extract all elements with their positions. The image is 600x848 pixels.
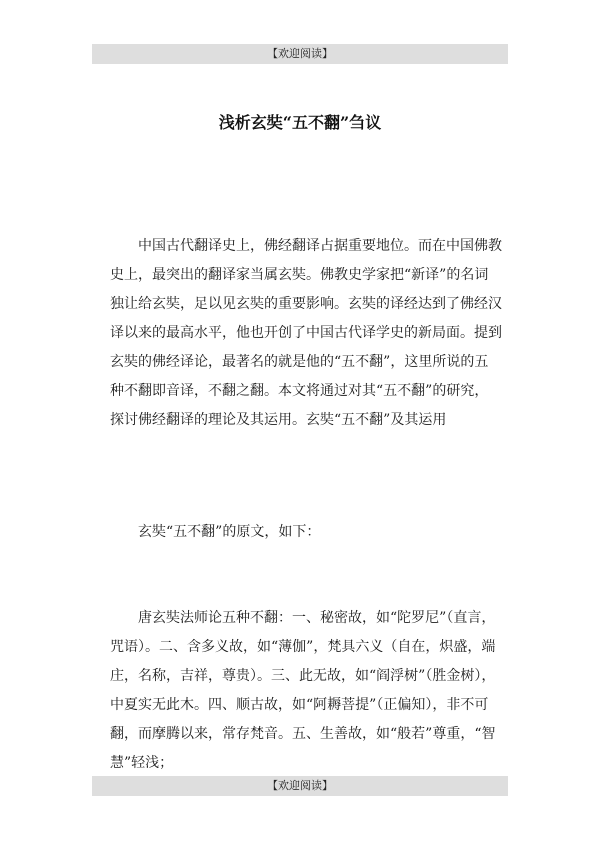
footer-banner: 【欢迎阅读】 bbox=[92, 776, 508, 796]
paragraph-introduction: 中国古代翻译史上，佛经翻译占据重要地位。而在中国佛教史上，最突出的翻译家当属玄奘。佛教史学家把“新译”的名词独让给玄奘，足以见玄奘的重要影响。玄奘的译经达到了佛经汉译以来的最高水平，他也开创了中国古代译学史的新局面。提到玄奘的佛经译论，最著名的就是他的“五不翻”，这里所说的五种不翻即音译，不翻之翻。本文将通过对其“五不翻”的研究，探讨佛经翻译的理论及其运用。玄奘“五不翻”及其运用 bbox=[110, 238, 502, 428]
document-title: 浅析玄奘“五不翻”刍议 bbox=[218, 113, 382, 132]
paragraph-five-untranslatables: 唐玄奘法师论五种不翻：一、秘密故，如“陀罗尼”（直言，咒语）。二、含多义故，如“薄伽”，梵具六义（自在，炽盛，端庄，名称，吉祥，尊贵）。三、此无故，如“阎浮树”（胜金树），中夏实无此木。四、顺古故，如“阿耨菩提”（正偏知），非不可翻，而摩腾以来，常存梵音。五、生善故，如“般若”尊重，“智慧”轻浅； bbox=[110, 610, 496, 771]
paragraph-original-text-lead: 玄奘“五不翻”的原文，如下： bbox=[138, 524, 321, 540]
header-banner: 【欢迎阅读】 bbox=[92, 44, 508, 64]
